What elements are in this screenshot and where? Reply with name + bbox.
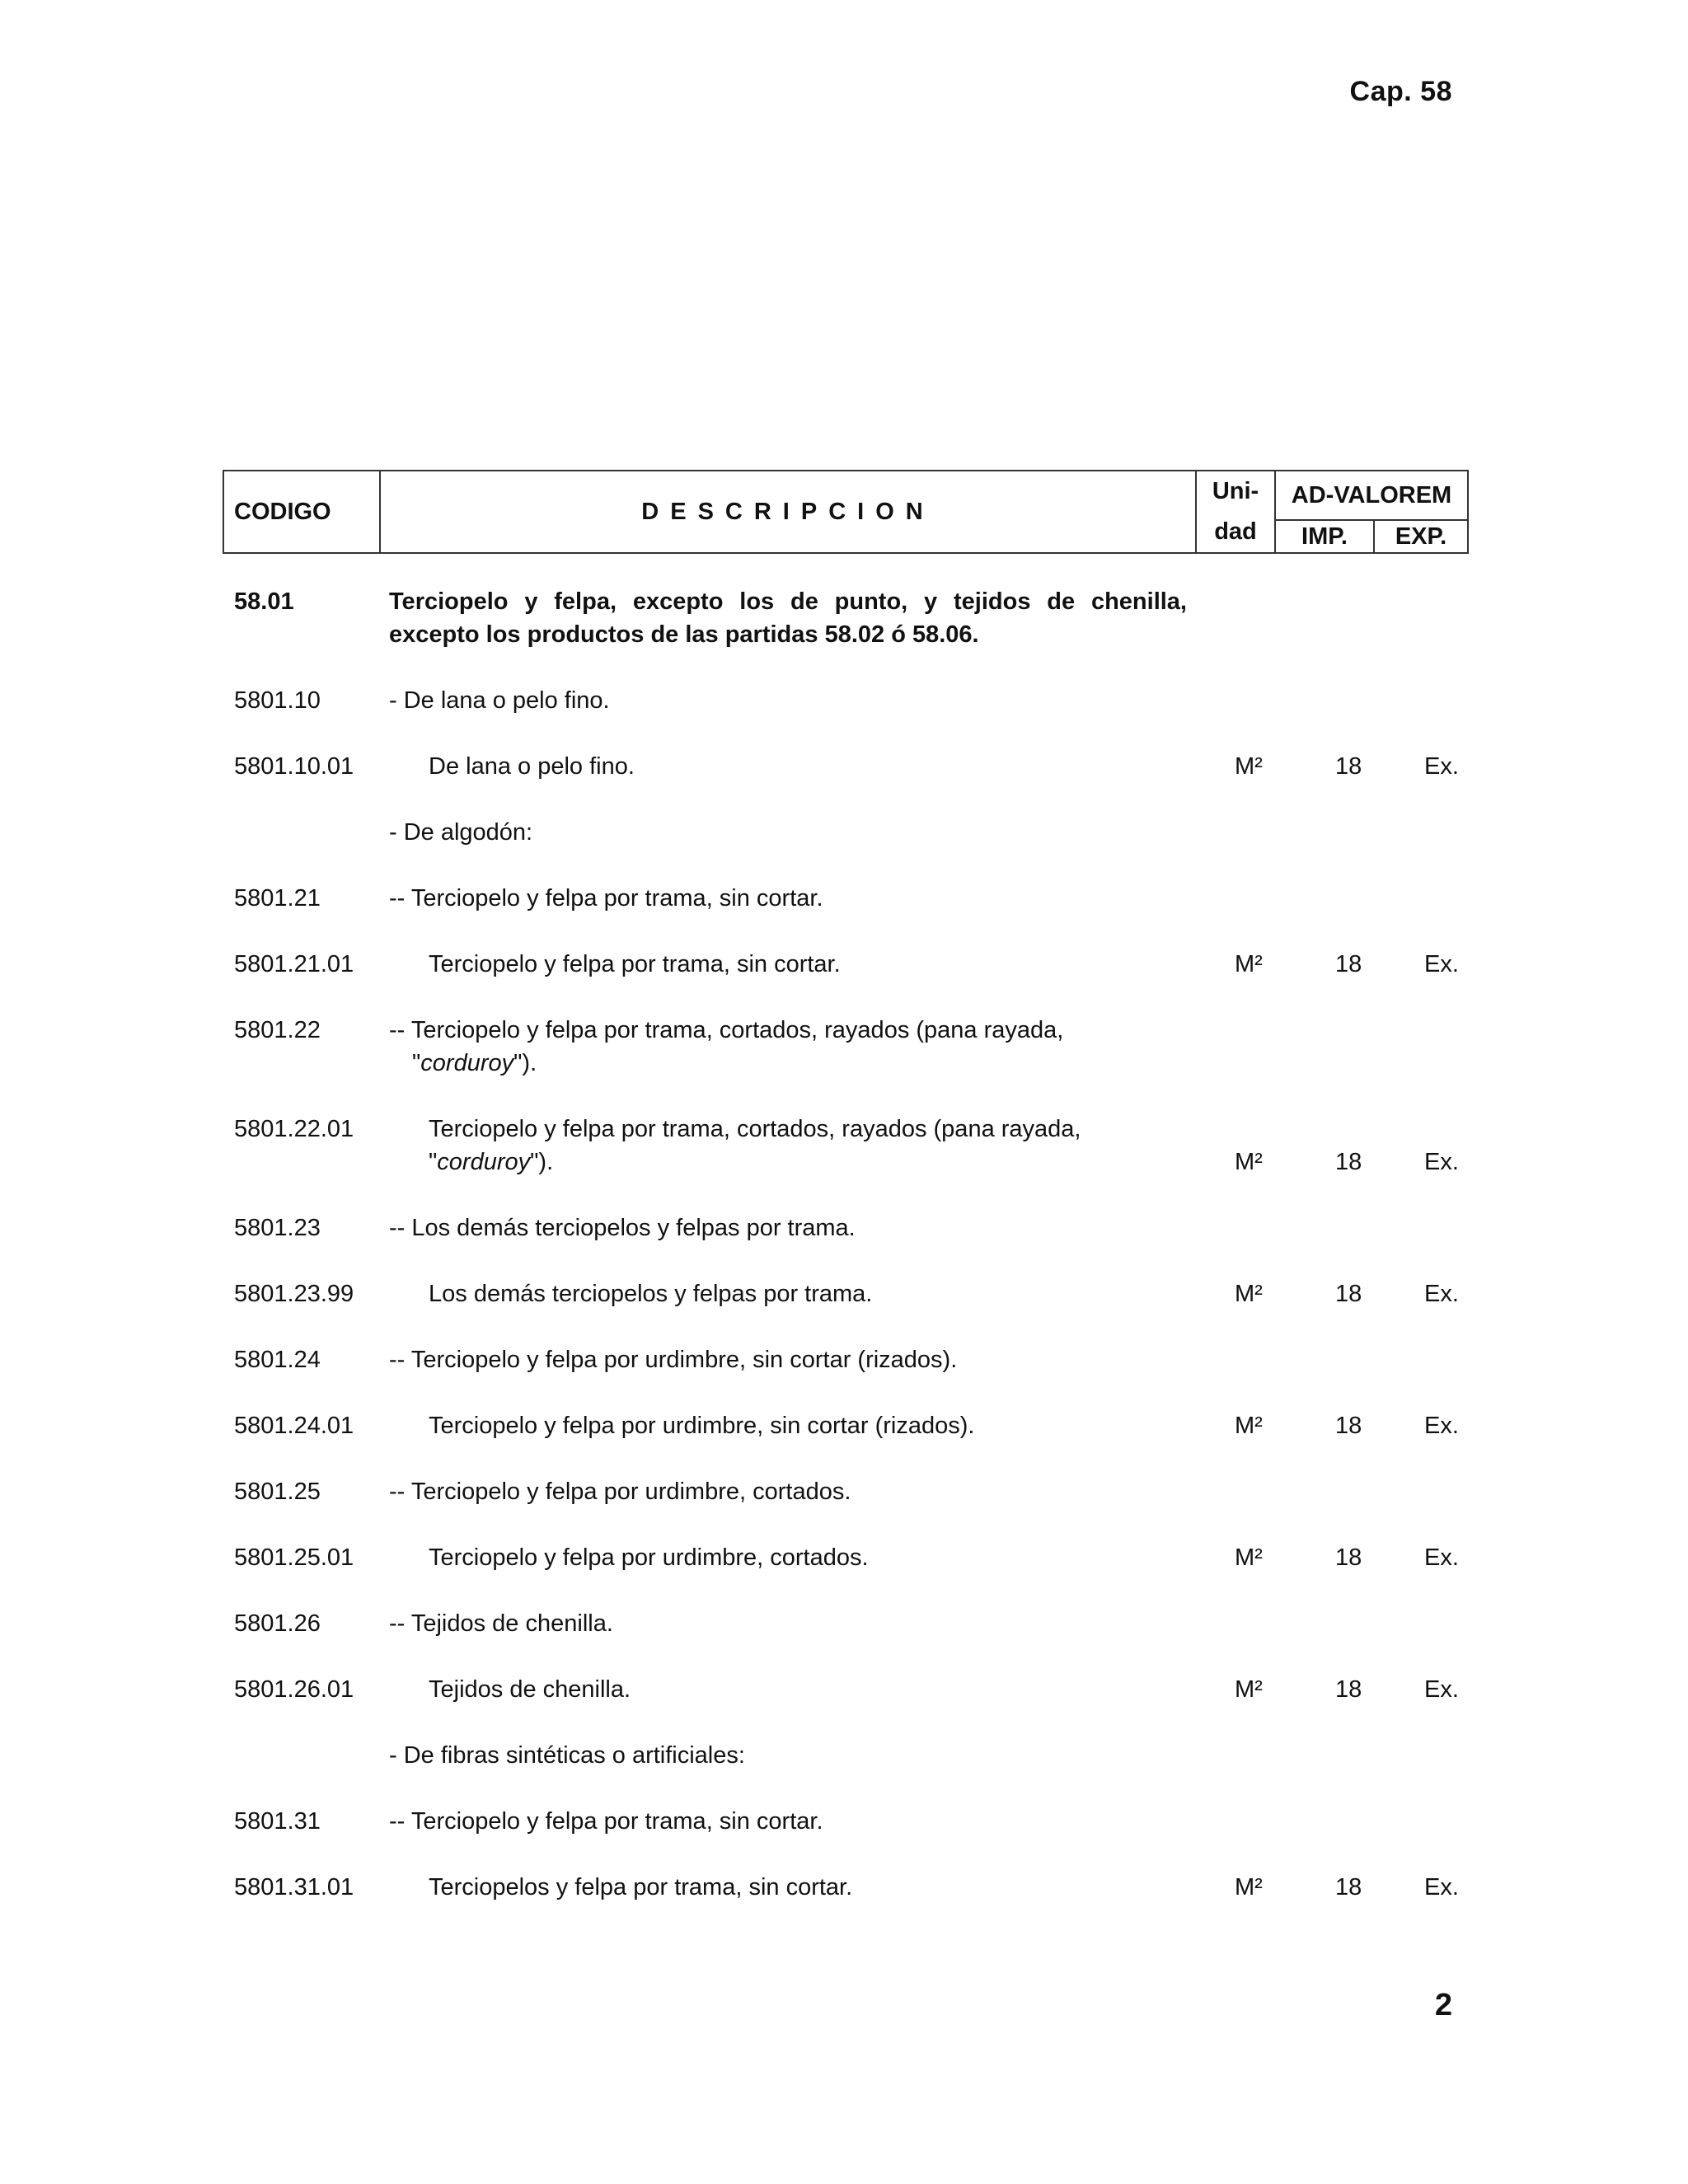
italic-term: corduroy [437,1149,531,1175]
row-code: 5801.23.99 [234,1281,354,1307]
row-unit: M² [1235,951,1263,977]
row-description-line [389,1047,1187,1080]
row-imp: 18 [1335,1874,1362,1900]
row-exp: Ex. [1424,1676,1459,1703]
row-code: 5801.31 [234,1808,321,1835]
row-exp: Ex. [1424,1281,1459,1307]
row-imp: 18 [1335,753,1362,780]
row-description-line: Terciopelo y felpa por trama, cortados, rayados (pana rayada, [429,1116,1081,1142]
row-unit: M² [1235,1676,1263,1703]
row-exp: Ex. [1424,951,1459,977]
row-exp: Ex. [1424,753,1459,780]
quote-open: " [429,1149,438,1175]
row-description-line: -- Terciopelo y felpa por trama, cortados, rayados (pana rayada, [389,1017,1064,1043]
row-description: Terciopelos y felpa por trama, sin cortar. [429,1874,853,1900]
row-unit: M² [1235,1149,1263,1175]
row-imp: 18 [1335,1281,1362,1307]
row-code: 5801.23 [234,1215,321,1241]
row-code: 5801.31.01 [234,1874,354,1900]
row-description: -- Tejidos de chenilla. [389,1610,613,1637]
row-code: 5801.26.01 [234,1676,354,1703]
row-imp: 18 [1335,1413,1362,1439]
row-imp: 18 [1335,951,1362,977]
row-exp: Ex. [1424,1149,1459,1175]
chapter-label: Cap. 58 [1349,76,1452,107]
row-code: 5801.25.01 [234,1544,354,1571]
row-description [389,1014,1187,1080]
row-description-line: excepto los productos de las partidas 58.02 ó 58.06. [389,621,979,648]
row-exp: Ex. [1424,1874,1459,1900]
header-unidad-top: Uni- [1212,478,1259,504]
row-code: 5801.22.01 [234,1116,354,1142]
row-code: 5801.22 [234,1017,321,1043]
row-code: 5801.26 [234,1610,321,1637]
quote-open: " [412,1050,421,1076]
row-description: Terciopelo y felpa por trama, sin cortar. [429,951,841,977]
row-description: Terciopelo y felpa por urdimbre, cortados. [429,1544,869,1571]
row-description: - De fibras sintéticas o artificiales: [389,1742,745,1769]
row-description: Tejidos de chenilla. [429,1676,631,1703]
row-code: 5801.25 [234,1479,321,1505]
quote-close: "). [530,1149,554,1175]
row-description-line [429,1146,1170,1179]
row-code: 5801.24.01 [234,1413,354,1439]
header-imp: IMP. [1276,521,1375,552]
row-imp: 18 [1335,1676,1362,1703]
italic-term: corduroy [420,1050,514,1076]
row-description: Terciopelo y felpa por urdimbre, sin cortar (rizados). [429,1413,975,1439]
row-description: -- Terciopelo y felpa por urdimbre, cortados. [389,1479,851,1505]
row-unit: M² [1235,1281,1263,1307]
row-code: 5801.10 [234,687,321,714]
row-unit: M² [1235,1413,1263,1439]
header-unidad-bottom: dad [1214,518,1257,545]
header-exp: EXP. [1395,523,1447,550]
header-descripcion: DESCRIPCION [381,471,1197,552]
row-exp: Ex. [1424,1413,1459,1439]
row-description-line: Terciopelo y felpa, excepto los de punto, y tejidos de chenilla, [389,588,1187,615]
row-description [389,585,1187,651]
row-description: -- Terciopelo y felpa por trama, sin cortar. [389,885,823,912]
row-code: 5801.21 [234,885,321,912]
table-header [223,470,1469,554]
row-description: -- Terciopelo y felpa por urdimbre, sin cortar (rizados). [389,1347,958,1373]
row-description: -- Terciopelo y felpa por trama, sin cortar. [389,1808,823,1835]
row-description: De lana o pelo fino. [429,753,635,780]
row-description: Los demás terciopelos y felpas por trama. [429,1281,873,1307]
row-code: 5801.24 [234,1347,321,1373]
row-unit: M² [1235,1544,1263,1571]
header-codigo: CODIGO [224,471,381,552]
page-number: 2 [1434,1988,1452,2022]
header-ad-valorem: AD-VALOREM [1276,471,1467,521]
row-code: 5801.10.01 [234,753,354,780]
row-code: 58.01 [234,588,294,615]
quote-close: "). [513,1050,537,1076]
row-description: -- Los demás terciopelos y felpas por trama. [389,1215,856,1241]
row-description: - De algodón: [389,819,533,846]
row-imp: 18 [1335,1149,1362,1175]
row-code: 5801.21.01 [234,951,354,977]
row-unit: M² [1235,1874,1263,1900]
row-imp: 18 [1335,1544,1362,1571]
row-exp: Ex. [1424,1544,1459,1571]
row-unit: M² [1235,753,1263,780]
row-description [429,1113,1170,1179]
row-description: - De lana o pelo fino. [389,687,610,714]
